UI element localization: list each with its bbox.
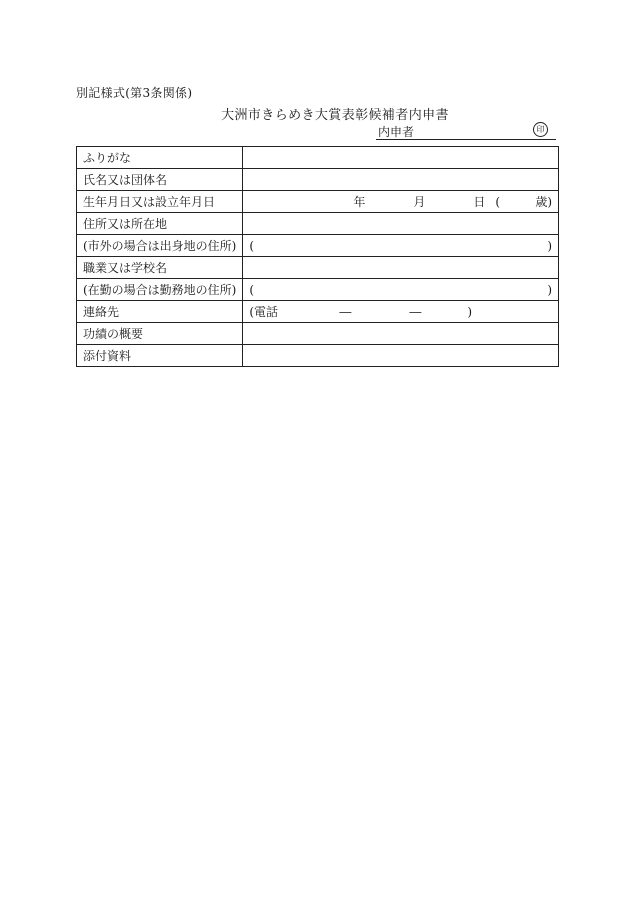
attachments-field[interactable] xyxy=(243,345,559,367)
table-row xyxy=(77,191,559,213)
name-field[interactable] xyxy=(243,169,559,191)
month-unit: 月 xyxy=(413,195,426,209)
paren-open: ( xyxy=(249,282,255,297)
document-title: 大洲市きらめき大賞表彰候補者内申書 xyxy=(221,108,449,123)
table-row xyxy=(77,345,559,367)
table-row xyxy=(77,257,559,279)
applicant-label: 内申者 xyxy=(378,125,415,139)
outside-city-field[interactable] xyxy=(243,235,559,257)
address-label: 住所又は所在地 xyxy=(77,213,243,235)
table-row xyxy=(77,279,559,301)
workplace-label: (在勤の場合は勤務地の住所) xyxy=(77,279,243,301)
workplace-field[interactable] xyxy=(243,279,559,301)
age-paren-open: ( xyxy=(495,194,501,209)
table-row xyxy=(77,301,559,323)
furigana-label: ふりがな xyxy=(77,147,243,169)
contact-label: 連絡先 xyxy=(77,301,243,323)
paren-close: ) xyxy=(547,282,553,297)
achievements-label: 功績の概要 xyxy=(77,323,243,345)
name-label: 氏名又は団体名 xyxy=(77,169,243,191)
attachments-label: 添付資料 xyxy=(77,345,243,367)
tel-dash: ― xyxy=(409,304,422,319)
day-unit: 日 xyxy=(473,195,486,209)
paren-close: ) xyxy=(547,238,553,253)
contact-field[interactable] xyxy=(243,301,559,323)
address-field[interactable] xyxy=(243,213,559,235)
year-unit: 年 xyxy=(353,195,366,209)
table-row xyxy=(77,147,559,169)
applicant-line xyxy=(376,121,556,140)
achievements-field[interactable] xyxy=(243,323,559,345)
furigana-field[interactable] xyxy=(243,147,559,169)
tel-dash: ― xyxy=(339,304,352,319)
birthdate-label: 生年月日又は設立年月日 xyxy=(77,191,243,213)
table-row xyxy=(77,323,559,345)
table-row xyxy=(77,235,559,257)
occupation-field[interactable] xyxy=(243,257,559,279)
form-reference: 別記様式(第3条関係) xyxy=(76,86,193,100)
outside-city-label: (市外の場合は出身地の住所) xyxy=(77,235,243,257)
nomination-form-table xyxy=(76,146,559,367)
tel-label: (電話 xyxy=(249,305,279,319)
tel-close: ) xyxy=(467,304,473,319)
seal-mark-icon: 印 xyxy=(533,122,548,137)
paren-open: ( xyxy=(249,238,255,253)
birthdate-field[interactable] xyxy=(243,191,559,213)
age-unit: 歳) xyxy=(535,195,553,209)
occupation-label: 職業又は学校名 xyxy=(77,257,243,279)
table-row xyxy=(77,213,559,235)
table-row xyxy=(77,169,559,191)
